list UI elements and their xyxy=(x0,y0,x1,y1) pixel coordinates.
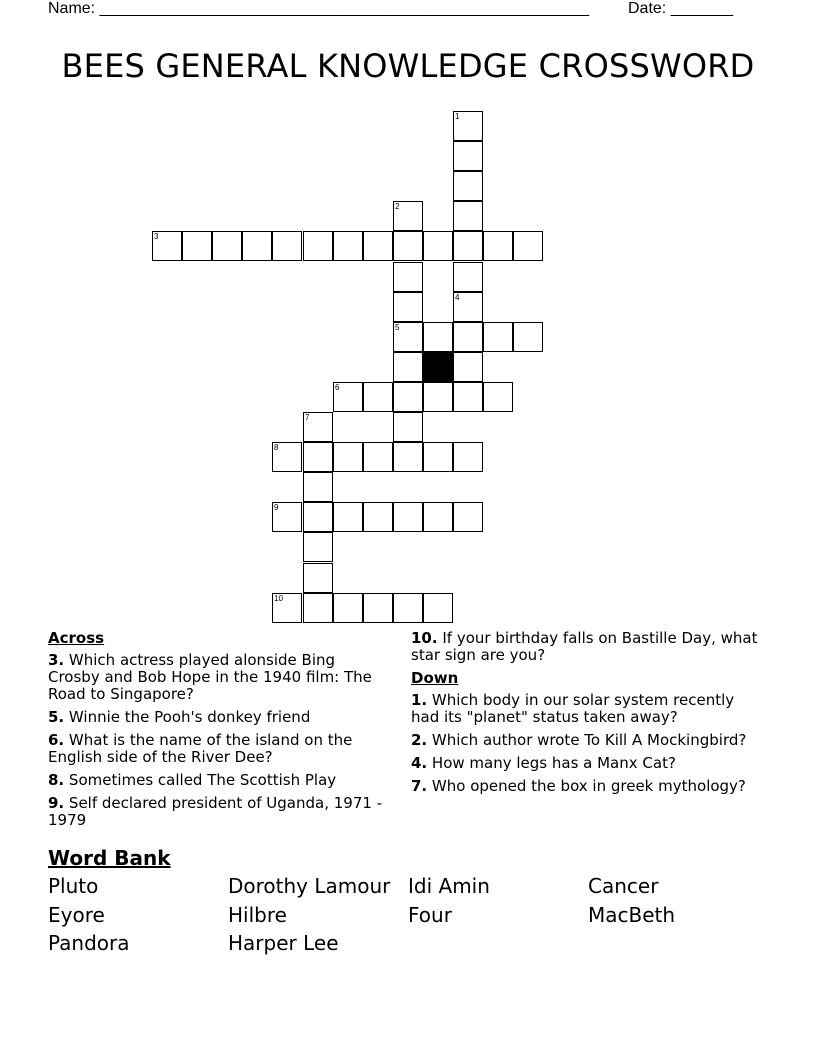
grid-cell[interactable] xyxy=(272,502,302,532)
clue-number-label: 5 xyxy=(395,323,400,332)
grid-cell[interactable] xyxy=(393,262,423,292)
word-bank-word: Dorothy Lamour xyxy=(228,874,391,898)
clue-number: 9. xyxy=(48,794,65,812)
clue-number-label: 1 xyxy=(455,112,460,121)
word-bank-word: Cancer xyxy=(588,874,659,898)
grid-cell[interactable] xyxy=(423,322,453,352)
clue-text: Self declared president of Uganda, 1971 - 1979 xyxy=(48,794,383,829)
across-heading: Across xyxy=(48,629,105,647)
grid-cell[interactable] xyxy=(272,231,302,261)
grid-cell[interactable] xyxy=(393,593,423,623)
grid-cell[interactable] xyxy=(363,593,393,623)
clue-text: What is the name of the island on the English side of the River Dee? xyxy=(48,731,353,766)
grid-cell[interactable] xyxy=(453,382,483,412)
clue-down-2 xyxy=(411,732,761,749)
down-heading: Down xyxy=(411,669,459,687)
grid-cell[interactable] xyxy=(303,472,333,502)
grid-cell[interactable] xyxy=(333,231,363,261)
clue-number: 5. xyxy=(48,708,65,726)
grid-cell[interactable] xyxy=(212,231,242,261)
grid-cell[interactable] xyxy=(333,593,363,623)
clue-number: 8. xyxy=(48,771,65,789)
word-bank xyxy=(48,846,768,962)
grid-cell[interactable] xyxy=(453,201,483,231)
grid-cell[interactable] xyxy=(393,502,423,532)
clue-down-4 xyxy=(411,755,761,772)
word-bank-word: MacBeth xyxy=(588,903,676,927)
word-bank-word: Hilbre xyxy=(228,903,287,927)
grid-cell[interactable] xyxy=(363,231,393,261)
clue-number-label: 10 xyxy=(274,594,283,603)
word-bank-word: Pandora xyxy=(48,931,130,955)
grid-cell[interactable] xyxy=(393,352,423,382)
clue-number: 1. xyxy=(411,691,428,709)
grid-cell[interactable] xyxy=(453,262,483,292)
clues-left-column xyxy=(48,630,388,835)
grid-cell[interactable] xyxy=(182,231,212,261)
grid-cell[interactable] xyxy=(272,593,302,623)
grid-cell[interactable] xyxy=(453,231,483,261)
grid-cell[interactable] xyxy=(453,322,483,352)
grid-cell[interactable] xyxy=(152,231,182,261)
grid-cell[interactable] xyxy=(333,382,363,412)
black-block-cell xyxy=(423,352,453,382)
clue-number: 10. xyxy=(411,629,438,647)
clue-text: How many legs has a Manx Cat? xyxy=(431,754,676,772)
clue-down-7 xyxy=(411,778,761,795)
grid-cell[interactable] xyxy=(423,442,453,472)
name-field[interactable]: Name: _______________________________________________________ xyxy=(48,0,589,17)
grid-cell[interactable] xyxy=(483,382,513,412)
grid-cell[interactable] xyxy=(363,382,393,412)
clue-down-1 xyxy=(411,692,761,726)
clue-number-label: 9 xyxy=(274,503,279,512)
grid-cell[interactable] xyxy=(423,593,453,623)
clue-number-label: 6 xyxy=(335,383,340,392)
grid-cell[interactable] xyxy=(303,231,333,261)
clue-text: Who opened the box in greek mythology? xyxy=(431,777,746,795)
word-bank-list xyxy=(48,872,768,962)
clue-across-8 xyxy=(48,772,388,789)
clue-across-6 xyxy=(48,732,388,766)
grid-cell[interactable] xyxy=(363,442,393,472)
clue-text: Winnie the Pooh's donkey friend xyxy=(68,708,311,726)
page-title: BEES GENERAL KNOWLEDGE CROSSWORD xyxy=(61,47,755,85)
grid-cell[interactable] xyxy=(333,502,363,532)
grid-cell[interactable] xyxy=(393,442,423,472)
clue-across-9 xyxy=(48,795,388,829)
grid-cell[interactable] xyxy=(453,292,483,322)
grid-cell[interactable] xyxy=(393,292,423,322)
clue-across-3 xyxy=(48,652,388,703)
grid-cell[interactable] xyxy=(513,231,543,261)
grid-cell[interactable] xyxy=(513,322,543,352)
clue-number-label: 8 xyxy=(274,443,279,452)
grid-cell[interactable] xyxy=(423,502,453,532)
grid-cell[interactable] xyxy=(453,111,483,141)
clue-text: If your birthday falls on Bastille Day, what star sign are you? xyxy=(411,629,758,664)
grid-cell[interactable] xyxy=(393,231,423,261)
grid-cell[interactable] xyxy=(423,382,453,412)
clue-text: Which author wrote To Kill A Mockingbird? xyxy=(431,731,747,749)
clue-number: 4. xyxy=(411,754,428,772)
clue-across-10 xyxy=(411,630,761,664)
clue-number-label: 4 xyxy=(455,293,460,302)
clue-number: 6. xyxy=(48,731,65,749)
clue-number-label: 2 xyxy=(395,202,400,211)
clue-number-label: 7 xyxy=(305,413,310,422)
grid-cell[interactable] xyxy=(242,231,272,261)
grid-cell[interactable] xyxy=(333,442,363,472)
grid-cell[interactable] xyxy=(393,201,423,231)
grid-cell[interactable] xyxy=(303,502,333,532)
clues-right-column xyxy=(411,630,761,801)
word-bank-title: Word Bank xyxy=(48,846,171,870)
word-bank-word: Eyore xyxy=(48,903,105,927)
grid-cell[interactable] xyxy=(453,442,483,472)
clue-text: Which actress played alonside Bing Crosby and Bob Hope in the 1940 film: The Road to Singapore? xyxy=(48,651,372,703)
date-field[interactable]: Date: _______ xyxy=(628,0,733,17)
grid-cell[interactable] xyxy=(423,231,453,261)
grid-cell[interactable] xyxy=(363,502,393,532)
clue-number: 3. xyxy=(48,651,65,669)
clue-number: 7. xyxy=(411,777,428,795)
grid-cell[interactable] xyxy=(272,442,302,472)
grid-cell[interactable] xyxy=(303,442,333,472)
grid-cell[interactable] xyxy=(393,412,423,442)
grid-cell[interactable] xyxy=(453,171,483,201)
clue-text: Which body in our solar system recently had its "planet" status taken away? xyxy=(411,691,735,726)
grid-cell[interactable] xyxy=(483,231,513,261)
clue-number-label: 3 xyxy=(154,232,159,241)
word-bank-word: Pluto xyxy=(48,874,99,898)
word-bank-word: Harper Lee xyxy=(228,931,339,955)
grid-cell[interactable] xyxy=(303,412,333,442)
grid-cell[interactable] xyxy=(303,532,333,562)
grid-cell[interactable] xyxy=(453,141,483,171)
grid-cell[interactable] xyxy=(303,593,333,623)
grid-cell[interactable] xyxy=(303,563,333,593)
clue-number: 2. xyxy=(411,731,428,749)
word-bank-word: Four xyxy=(408,903,452,927)
clue-text: Sometimes called The Scottish Play xyxy=(68,771,337,789)
grid-cell[interactable] xyxy=(453,352,483,382)
grid-cell[interactable] xyxy=(393,382,423,412)
clue-across-5 xyxy=(48,709,388,726)
grid-cell[interactable] xyxy=(393,322,423,352)
grid-cell[interactable] xyxy=(453,502,483,532)
grid-cell[interactable] xyxy=(483,322,513,352)
word-bank-word: Idi Amin xyxy=(408,874,490,898)
